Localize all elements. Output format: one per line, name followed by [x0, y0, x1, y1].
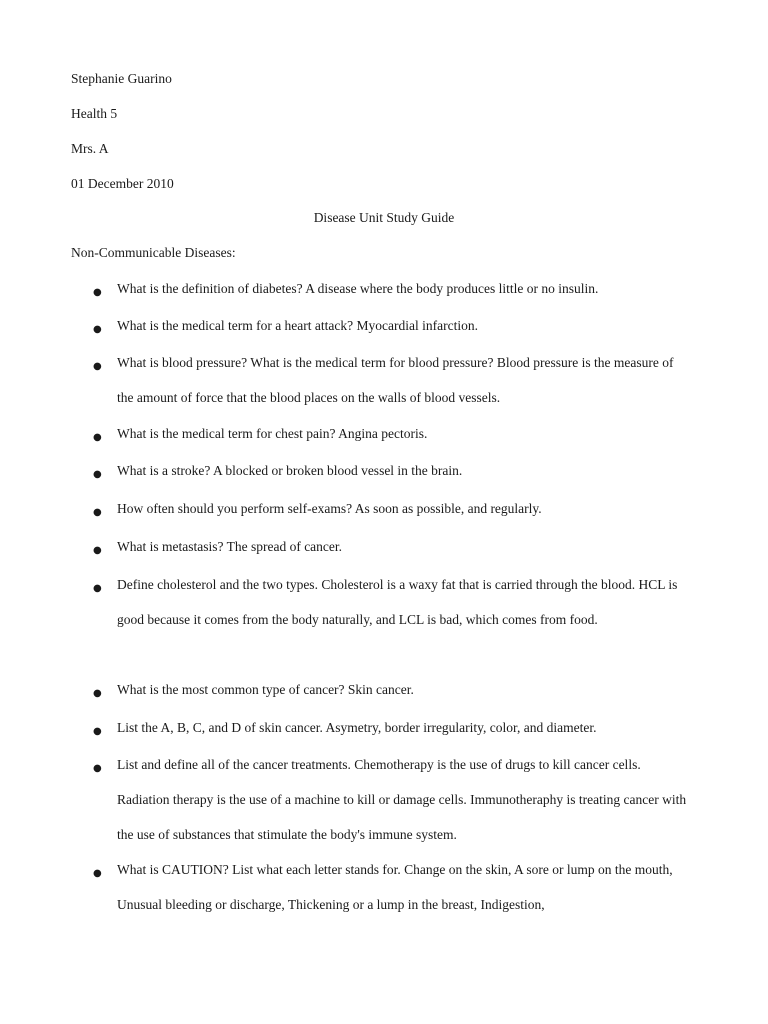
document-date: 01 December 2010: [71, 176, 174, 191]
bullet-icon: ●: [93, 324, 102, 335]
bullet-icon: ●: [93, 469, 102, 480]
bullet-icon: ●: [93, 361, 102, 372]
list-item-text: What is metastasis? The spread of cancer.: [117, 539, 343, 554]
document-title: Disease Unit Study Guide: [313, 210, 455, 225]
bullet-icon: ●: [93, 688, 102, 699]
list-item-text: How often should you perform self-exams? As soon as possible, and regularly.: [117, 501, 542, 516]
bullet-icon: ●: [93, 726, 102, 737]
bullet-icon: ●: [93, 545, 102, 556]
bullet-icon: ●: [93, 287, 102, 298]
list-item-text: What is the most common type of cancer? Skin cancer.: [117, 682, 414, 697]
list-item-text: What is the medical term for chest pain? Angina pectoris.: [117, 426, 428, 441]
list-item-text: List and define all of the cancer treatments. Chemotherapy is the use of drugs to kill cancer cells. Radiation therapy is the use of a machine to kill or damage cells. Immunotheraphy is treating cancer with the use of substances that stimulate the body's immune system.: [117, 757, 687, 842]
student-name: Stephanie Guarino: [71, 71, 172, 86]
list-item-text: What is blood pressure? What is the medical term for blood pressure? Blood pressure is the measure of the amount of force that the blood places on the walls of blood vessels.: [117, 355, 674, 405]
list-item-text: Define cholesterol and the two types. Cholesterol is a waxy fat that is carried through the blood. HCL is good because it comes from the body naturally, and LCL is bad, which comes from food.: [117, 577, 678, 627]
course-name: Health 5: [71, 106, 118, 121]
list-item-text: What is a stroke? A blocked or broken blood vessel in the brain.: [117, 463, 463, 478]
section-heading: Non-Communicable Diseases:: [71, 245, 236, 260]
bullet-icon: ●: [93, 583, 102, 594]
list-item-text: What is the medical term for a heart attack? Myocardial infarction.: [117, 318, 478, 333]
list-item-text: What is the definition of diabetes? A disease where the body produces little or no insulin.: [117, 281, 599, 296]
bullet-icon: ●: [93, 507, 102, 518]
bullet-icon: ●: [93, 432, 102, 443]
bullet-icon: ●: [93, 763, 102, 774]
bullet-icon: ●: [93, 868, 102, 879]
list-item-text: What is CAUTION? List what each letter stands for. Change on the skin, A sore or lump on the mouth, Unusual bleeding or discharge, Thickening or a lump in the breast, Indigestion,: [117, 862, 673, 912]
list-item-text: List the A, B, C, and D of skin cancer. Asymetry, border irregularity, color, and diameter.: [117, 720, 597, 735]
teacher-name: Mrs. A: [71, 141, 109, 156]
